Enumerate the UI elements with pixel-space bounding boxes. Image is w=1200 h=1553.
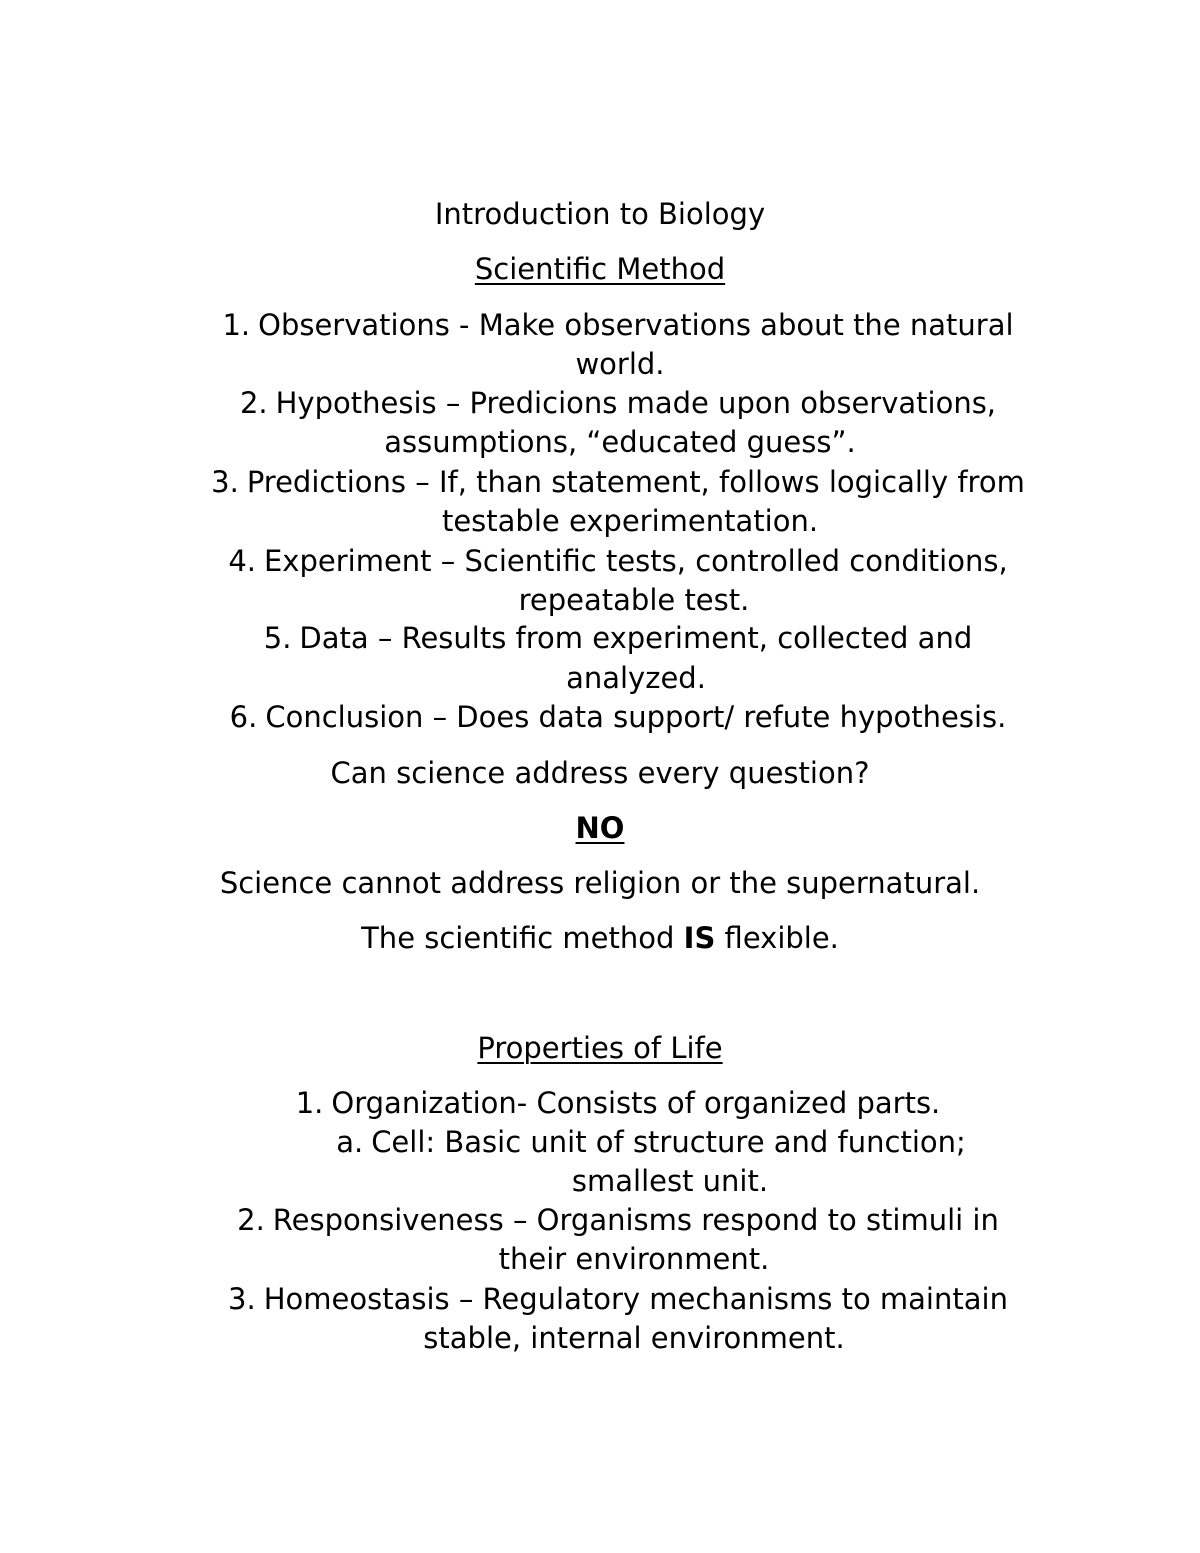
list-item-text: Conclusion – Does data support/ refute hypothesis.	[265, 700, 1007, 734]
list-item-text: Homeostasis – Regulatory mechanisms to maintain	[263, 1282, 1008, 1316]
list-number: 1.	[295, 1086, 324, 1120]
list-item-text: Hypothesis – Predicions made upon observations,	[275, 386, 997, 420]
list-subitem	[51, 1125, 1200, 1159]
list-item	[18, 1086, 1200, 1120]
list-item-text: Data – Results from experiment, collected and	[299, 621, 973, 655]
list-item-text: Cell: Basic unit of structure and function;	[371, 1125, 966, 1159]
list-number: 4.	[228, 544, 256, 578]
list-item-continuation: smallest unit.	[571, 1164, 769, 1198]
question-text: Can science address every question?	[330, 756, 870, 790]
section-heading-scientific-method	[0, 252, 1200, 286]
list-item	[18, 544, 1200, 578]
section-heading-text: Scientific Method	[474, 252, 726, 286]
statement-text	[0, 921, 1200, 955]
list-item-text: Responsiveness – Organisms respond to stimuli in	[272, 1203, 999, 1237]
list-item	[18, 308, 1200, 342]
list-item-continuation: stable, internal environment.	[423, 1321, 845, 1355]
answer-label: NO	[575, 811, 625, 845]
statement-text-end: flexible.	[715, 921, 839, 955]
answer-text	[0, 811, 1200, 845]
list-item-continuation: testable experimentation.	[441, 504, 819, 538]
list-item	[18, 1203, 1200, 1237]
statement-text-start: The scientific method	[361, 921, 684, 955]
statement-text: Science cannot address religion or the supernatural.	[219, 866, 981, 900]
list-number: 3.	[211, 465, 239, 499]
page-title: Introduction to Biology	[434, 197, 766, 231]
list-number: 5.	[263, 621, 292, 655]
list-item	[18, 386, 1200, 420]
list-item-continuation: their environment.	[498, 1242, 770, 1276]
statement-emphasis: IS	[683, 921, 716, 955]
list-item-text: Observations - Make observations about the natural	[258, 308, 1014, 342]
list-item	[18, 465, 1200, 499]
list-item-continuation: repeatable test.	[518, 583, 750, 617]
list-number: 2.	[237, 1203, 265, 1237]
list-number: 2.	[239, 386, 268, 420]
list-item-continuation: assumptions, “educated guess”.	[384, 425, 856, 459]
list-item-text: Predictions – If, than statement, follows logically from	[246, 465, 1025, 499]
section-heading-properties-of-life	[0, 1031, 1200, 1065]
list-item-continuation: world.	[575, 347, 665, 381]
list-item	[18, 621, 1200, 655]
list-number: 1.	[222, 308, 251, 342]
list-letter: a.	[336, 1125, 364, 1159]
list-number: 6.	[229, 700, 258, 734]
section-heading-text: Properties of Life	[477, 1031, 723, 1065]
list-item-continuation: analyzed.	[566, 661, 706, 695]
list-item	[18, 1282, 1200, 1316]
list-item-text: Experiment – Scientific tests, controlled conditions,	[263, 544, 1008, 578]
list-item	[18, 700, 1200, 734]
list-item-text: Organization- Consists of organized parts.	[331, 1086, 941, 1120]
list-number: 3.	[228, 1282, 256, 1316]
